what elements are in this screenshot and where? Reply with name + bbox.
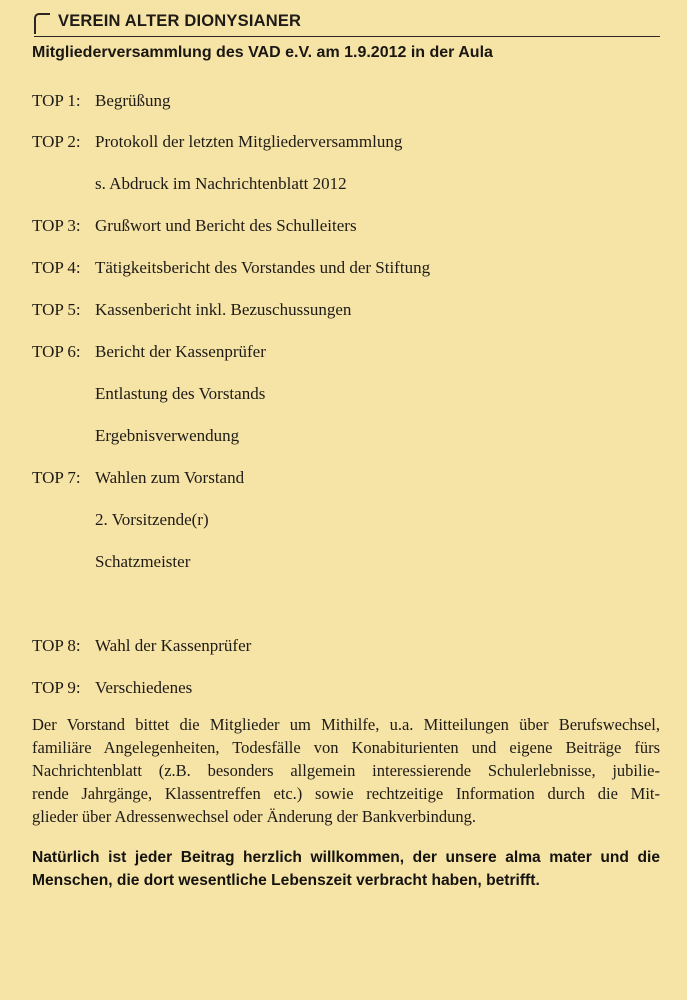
agenda-item-number: TOP 1: [32,91,81,110]
agenda-item-subtext: Ergebnisverwendung [95,426,240,445]
meeting-title: Mitgliederversammlung des VAD e.V. am 1.9.2012 in der Aula [32,44,493,61]
agenda-item-number: TOP 5: [32,300,81,319]
paragraph-line: glieder über Adressenwechsel oder Änderung der Bankverbindung. [32,807,476,826]
agenda-item-number: TOP 7: [32,468,81,487]
paragraph-line: familiäre Angelegenheiten, Todesfälle von Konabiturienten und eigene Beiträge fürs [32,738,660,757]
paragraph-line: rende Jahrgänge, Klassentreffen etc.) sowie rechtzeitige Information durch die Mit- [32,784,660,803]
closing-paragraph [32,846,660,892]
paragraph-line: Natürlich ist jeder Beitrag herzlich willkommen, der unsere alma mater und die [32,849,660,866]
agenda-item-text: Verschiedenes [95,678,193,697]
agenda-item-text: Protokoll der letzten Mitgliederversammlung [95,132,403,151]
agenda-item-subtext: Entlastung des Vorstands [95,384,266,403]
agenda-item-number: TOP 4: [32,258,81,277]
agenda-item-text: Bericht der Kassenprüfer [95,342,266,361]
agenda-item-number: TOP 9: [32,678,81,697]
agenda-item-text: Tätigkeitsbericht des Vorstandes und der Stiftung [95,258,431,277]
paragraph-line: Menschen, die dort wesentliche Lebenszeit verbracht haben, betrifft. [32,872,540,889]
agenda-item-number: TOP 3: [32,216,81,235]
agenda-item-subtext: s. Abdruck im Nachrichtenblatt 2012 [95,174,347,193]
association-name: VEREIN ALTER DIONYSIANER [58,12,302,30]
agenda-item-subtext: 2. Vorsitzende(r) [95,510,209,529]
agenda-item-text: Wahlen zum Vorstand [95,468,245,487]
agenda-item-text: Grußwort und Bericht des Schulleiters [95,216,357,235]
agenda-item-text: Wahl der Kassenprüfer [95,636,252,655]
agenda-item-subtext: Schatzmeister [95,552,191,571]
paragraph-line: Der Vorstand bittet die Mitglieder um Mithilfe, u.a. Mitteilungen über Berufswechsel, [32,715,660,734]
header-bracket-ornament [34,13,50,34]
page-header [34,10,660,37]
agenda-item-number: TOP 6: [32,342,81,361]
member-notice-paragraph [32,713,660,828]
agenda-item-text: Begrüßung [95,91,171,110]
agenda-item-number: TOP 8: [32,636,81,655]
agenda-item-number: TOP 2: [32,132,81,151]
paragraph-line: Nachrichtenblatt (z.B. besonders allgemein interessierende Schulerlebnisse, jubilie- [32,761,660,780]
agenda-item-text: Kassenbericht inkl. Bezuschussungen [95,300,352,319]
